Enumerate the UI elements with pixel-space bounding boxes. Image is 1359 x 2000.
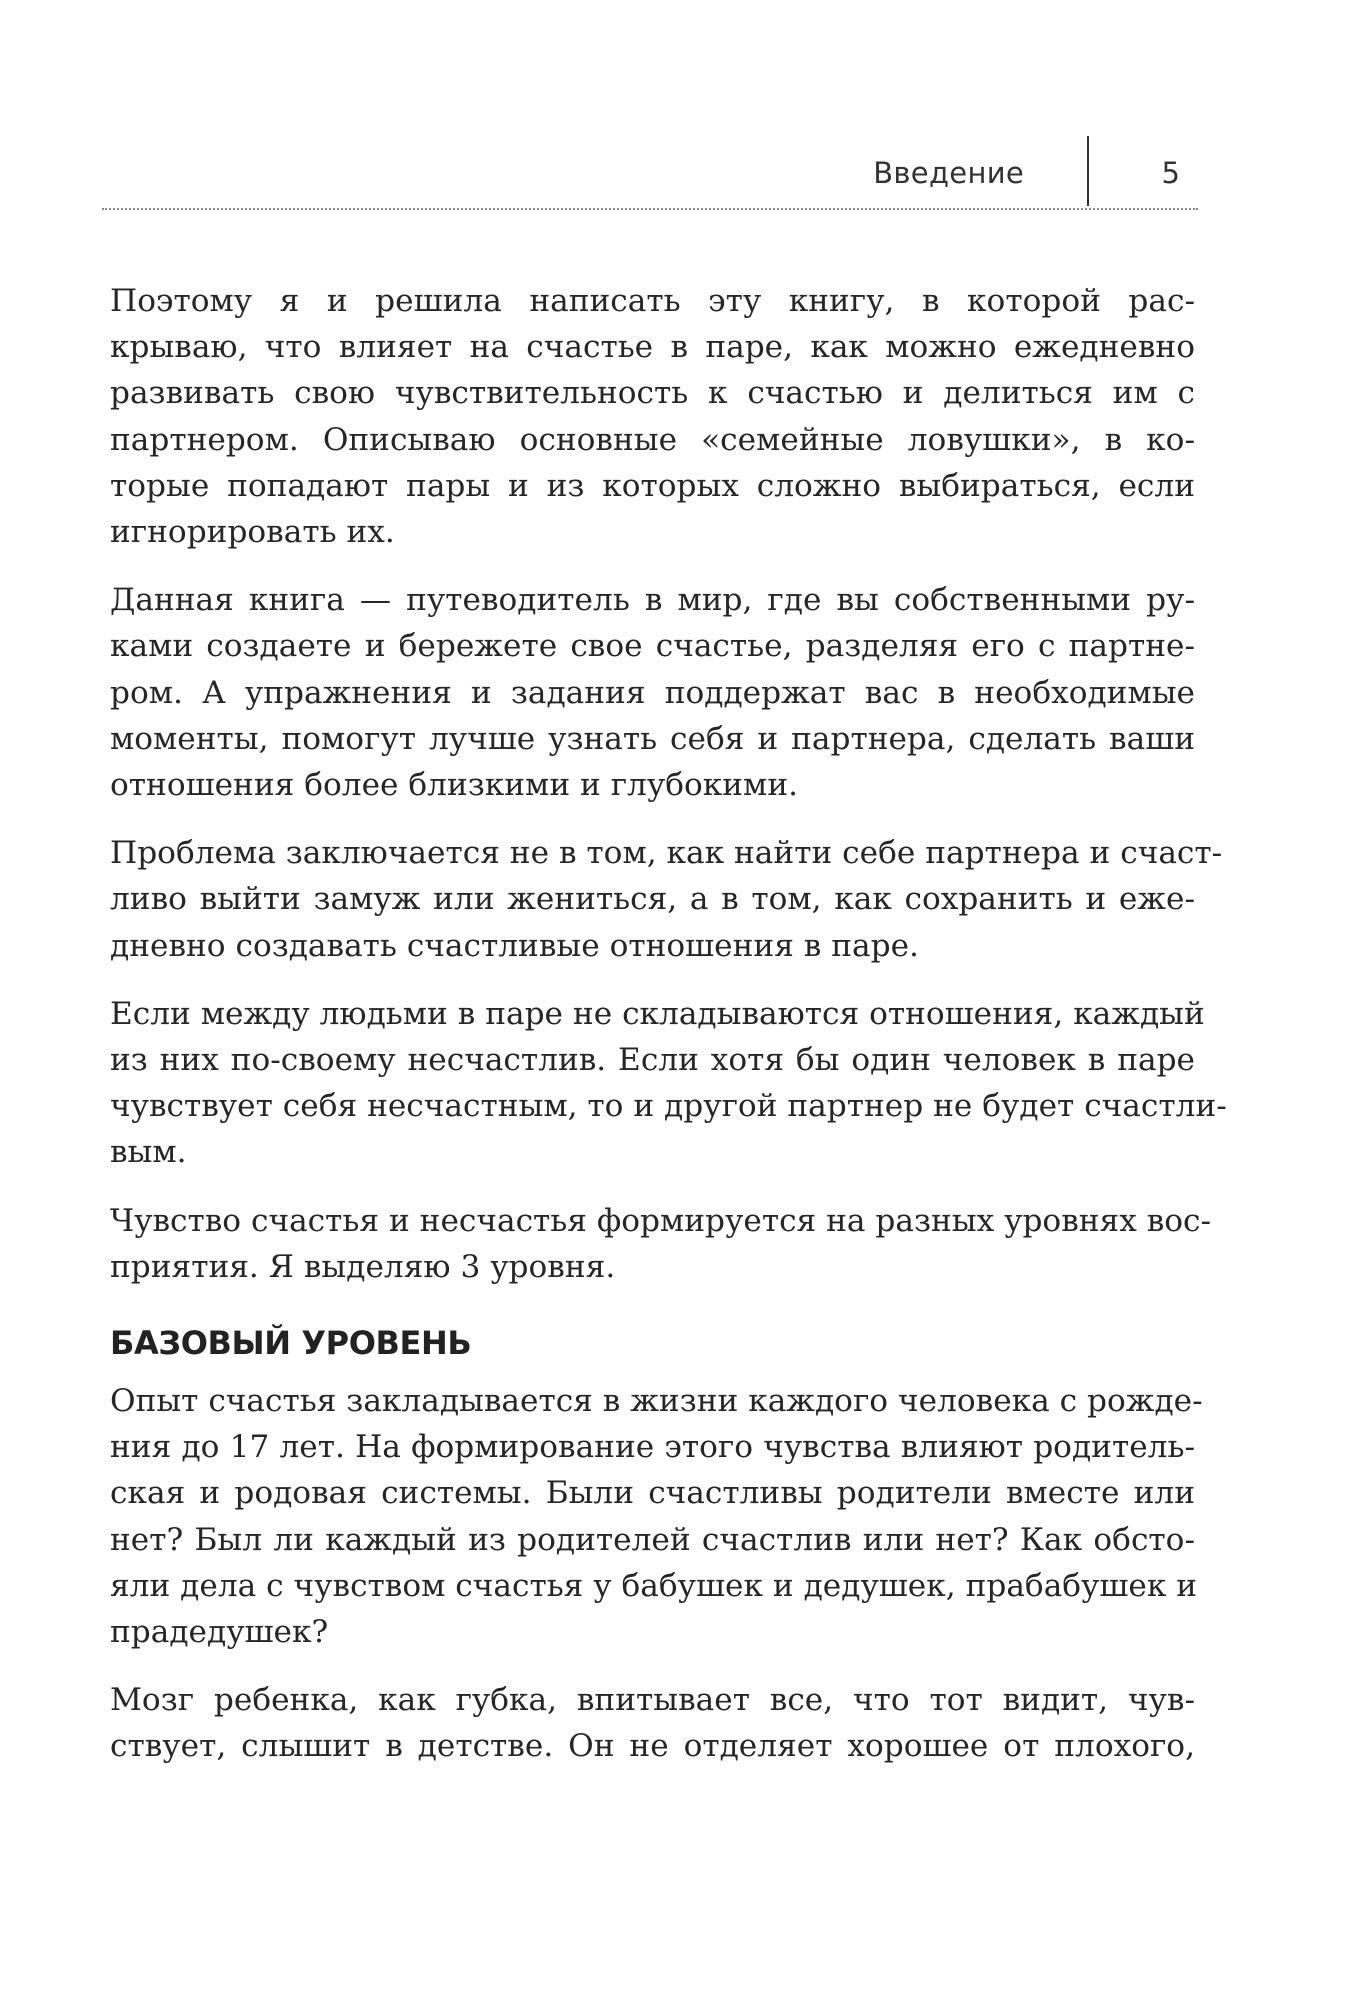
text-line: Мозг ребенка, как губка, впитывает все, что тот видит, чув-	[110, 1682, 1195, 1719]
text-line: дневно создавать счастливые отношения в паре.	[110, 927, 919, 964]
section-heading: БАЗОВЫЙ УРОВЕНЬ	[110, 1324, 472, 1363]
text-line: крываю, что влияет на счастье в паре, как можно ежедневно	[110, 329, 1195, 366]
paragraph-4	[110, 991, 1227, 1176]
text-line: Данная книга — путеводитель в мир, где вы собственными ру-	[110, 582, 1195, 619]
text-line: ская и родовая системы. Были счастливы родители вместе или	[110, 1475, 1195, 1512]
text-line: партнером. Описываю основные «семейные ловушки», в ко-	[110, 421, 1195, 458]
text-line: из них по-своему несчастлив. Если хотя бы один человек в паре	[110, 1042, 1195, 1079]
text-line: Поэтому я и решила написать эту книгу, в которой рас-	[110, 283, 1195, 319]
paragraph-6	[110, 1378, 1203, 1655]
text-line: Опыт счастья закладывается в жизни каждого человека с рожде-	[110, 1383, 1203, 1420]
text-line: Чувство счастья и несчастья формируется на разных уровнях вос-	[110, 1202, 1212, 1239]
text-line: развивать свою чувствительность к счастью и делиться им с	[110, 375, 1195, 412]
text-line: игнорировать их.	[110, 514, 395, 551]
paragraph-1	[110, 278, 1195, 555]
text-line: Если между людьми в паре не складываются отношения, каждый	[110, 995, 1205, 1032]
text-line: чувствует себя несчастным, то и другой партнер не будет счастли-	[110, 1088, 1227, 1125]
text-line: отношения более близкими и глубокими.	[110, 767, 799, 804]
text-line: нет? Был ли каждый из родителей счастлив или нет? Как обсто-	[110, 1521, 1195, 1558]
text-line: ливо выйти замуж или жениться, а в том, как сохранить и еже-	[110, 881, 1195, 918]
header-rule	[102, 208, 1198, 210]
section-title: Введение	[873, 156, 1024, 190]
text-line: моменты, помогут лучше узнать себя и партнера, сделать ваши	[110, 720, 1195, 757]
text-line: прадедушек?	[110, 1614, 329, 1651]
text-line: торые попадают пары и из которых сложно выбираться, если	[110, 467, 1195, 504]
paragraph-3	[110, 830, 1223, 969]
text-line: ния до 17 лет. На формирование этого чувства влияют родитель-	[110, 1429, 1195, 1466]
text-line: ром. А упражнения и задания поддержат вас в необходимые	[110, 674, 1195, 711]
text-line: ками создаете и бережете свое счастье, разделяя его с партне-	[110, 628, 1195, 665]
page-number: 5	[1161, 156, 1180, 190]
paragraph-5	[110, 1198, 1212, 1290]
text-body	[110, 278, 1227, 1792]
text-line: ствует, слышит в детстве. Он не отделяет хорошее от плохого,	[110, 1728, 1195, 1765]
running-head	[102, 134, 1198, 210]
text-line: приятия. Я выделяю 3 уровня.	[110, 1248, 616, 1285]
text-line: Проблема заключается не в том, как найти себе партнера и счаст-	[110, 835, 1223, 872]
text-line: яли дела с чувством счастья у бабушек и дедушек, прабабушек и	[110, 1567, 1198, 1604]
paragraph-2	[110, 577, 1195, 808]
header-divider	[1087, 136, 1089, 206]
paragraph-7	[110, 1677, 1195, 1769]
text-line: вым.	[110, 1134, 187, 1171]
